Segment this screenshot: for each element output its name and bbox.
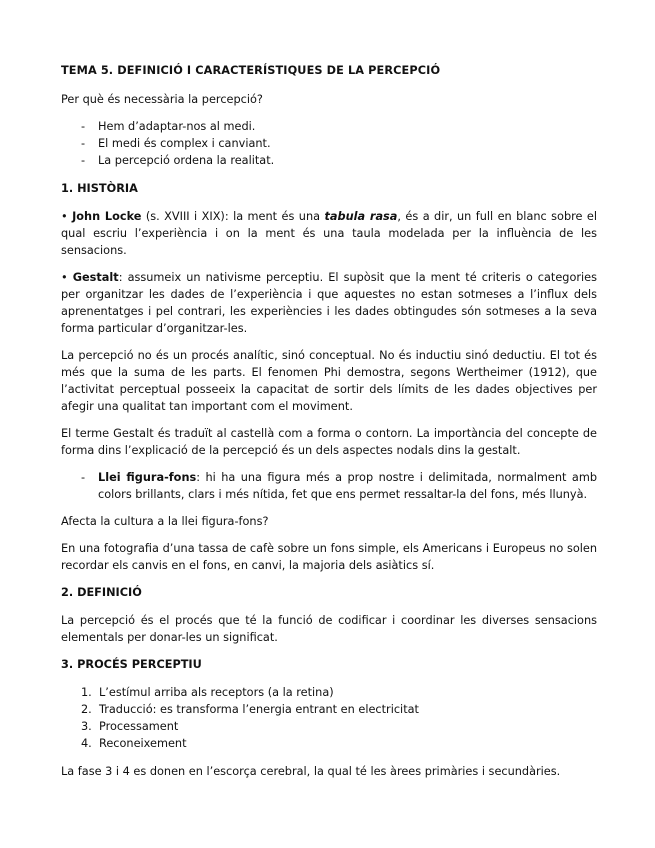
locke-name: John Locke: [72, 210, 142, 223]
bullet-glyph: •: [61, 210, 73, 223]
step-number: 3.: [81, 720, 92, 733]
list-item: [61, 469, 597, 503]
section-heading-historia: 1. HISTÒRIA: [61, 182, 138, 195]
intro-question: Per què és necessària la percepció?: [61, 93, 263, 106]
step-number: 4.: [81, 737, 92, 750]
locke-text-post: , és a dir, un full en blanc sobre el qual escriu l’experiència i on la ment és una taula modelada per la influència de les sensacions.: [61, 210, 597, 257]
step-text: Processament: [99, 720, 179, 733]
bullet-glyph: •: [61, 271, 73, 284]
step-text: Traducció: es transforma l’energia entrant en electricitat: [99, 703, 419, 716]
list-item: - Hem d’adaptar-nos al medi.: [61, 118, 597, 135]
list-item: [61, 718, 597, 735]
culture-answer: En una fotografia d’una tassa de cafè sobre un fons simple, els Americans i Europeus no solen recordar els canvis en el fons, en canvi, la majoria dels asiàtics sí.: [61, 542, 597, 572]
paragraph-gestalt: [61, 269, 597, 337]
list-item: - La percepció ordena la realitat.: [61, 152, 597, 169]
document-title: TEMA 5. DEFINICIÓ I CARACTERÍSTIQUES DE LA PERCEPCIÓ: [61, 64, 441, 77]
section-heading-proces: 3. PROCÉS PERCEPTIU: [61, 658, 202, 671]
intro-list: [61, 118, 597, 169]
rule-text: : hi ha una figura més a prop nostre i delimitada, normalment amb colors brillants, clars i més nítida, fet que ens permet ressaltar-la del fons, més llunyà.: [98, 471, 597, 501]
list-item: [61, 735, 597, 752]
step-text: Reconeixement: [99, 737, 187, 750]
process-steps: [61, 684, 597, 752]
culture-question: Afecta la cultura a la llei figura-fons?: [61, 515, 269, 528]
list-item: - El medi és complex i canviant.: [61, 135, 597, 152]
paragraph-analytic: La percepció no és un procés analític, sinó conceptual. No és inductiu sinó deductiu. El tot és més que la suma de les parts. El fenomen Phi demostra, segons Wertheimer (1912), que l’activitat perceptual posseeix la capacitat de sortir dels límits de les dades objectives per afegir una qualitat tan important com el moviment.: [61, 349, 597, 413]
tabula-rasa-term: tabula rasa: [324, 210, 398, 223]
locke-text-pre: (s. XVIII i XIX): la ment és una: [141, 210, 325, 223]
gestalt-name: Gestalt: [72, 271, 119, 284]
definition-text: La percepció és el procés que té la funció de codificar i coordinar les diverses sensacions elementals per donar-les un significat.: [61, 614, 597, 644]
section-heading-definicio: 2. DEFINICIÓ: [61, 586, 142, 599]
step-number: 1.: [81, 686, 92, 699]
rule-list: [61, 469, 597, 503]
list-item: [61, 684, 597, 701]
list-item: [61, 701, 597, 718]
gestalt-text: : assumeix un nativisme perceptiu. El supòsit que la ment té criteris o categories per organitzar les dades de l’experiència i que aquestes no estan sotmeses a l’influx dels aprenentatges i pel contrari, les experiències i les dades obtingudes són sotmeses a la seva forma particular d’organitzar-les.: [61, 271, 597, 335]
rule-name: Llei figura-fons: [98, 471, 197, 484]
paragraph-gestalt-term: El terme Gestalt és traduït al castellà com a forma o contorn. La importància del concepte de forma dins l’explicació de la percepció és un dels aspectes nodals dins la gestalt.: [61, 427, 597, 457]
step-number: 2.: [81, 703, 92, 716]
paragraph-locke: [61, 208, 597, 259]
step-text: L’estímul arriba als receptors (a la retina): [99, 686, 334, 699]
closing-text: La fase 3 i 4 es donen en l’escorça cerebral, la qual té les àrees primàries i secundàries.: [61, 765, 561, 778]
